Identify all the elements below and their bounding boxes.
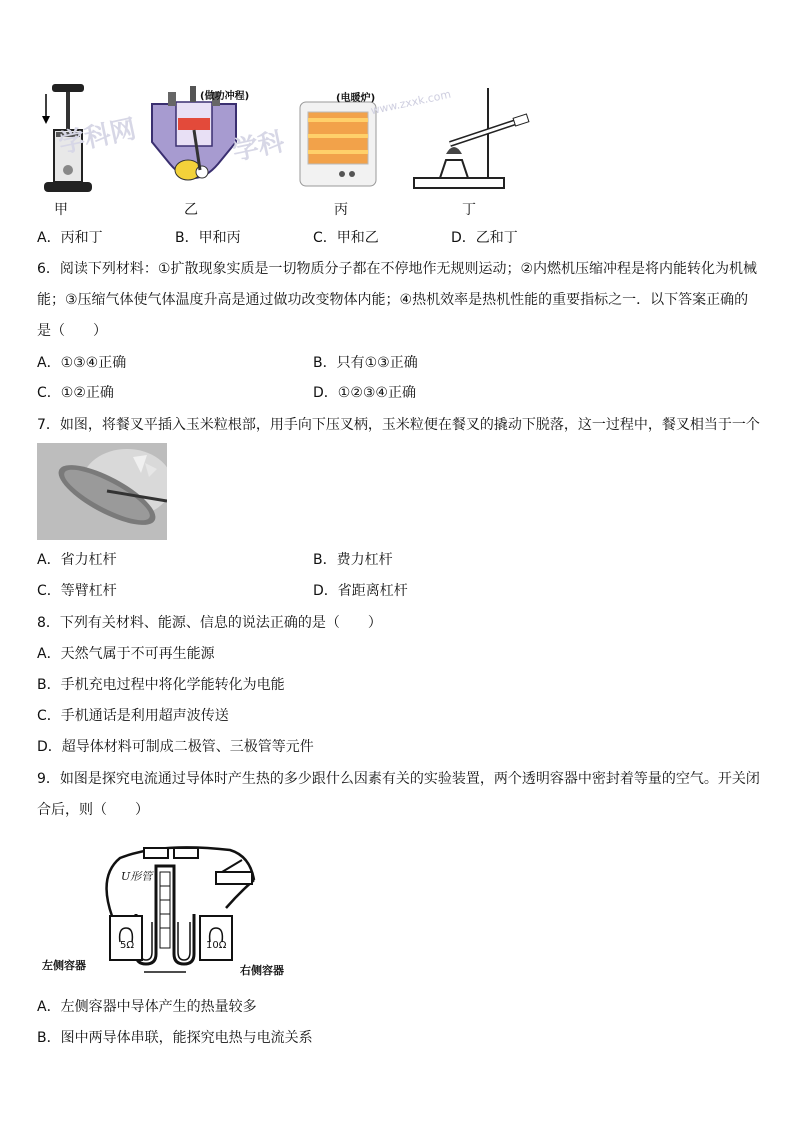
q5-option-c: C．甲和乙 [313,230,379,246]
q7-stem-line1: 7．如图，将餐叉平插入玉米粒根部，用手向下压叉柄，玉米粒便在餐叉的撬动下脱落，这一过程中，餐叉相当于一个 [37,417,760,433]
q8-option-b: B．手机充电过程中将化学能转化为电能 [37,677,285,693]
figure-label-ding: 丁 [462,202,476,218]
q8-stem-line1: 8．下列有关材料、能源、信息的说法正确的是（ ） [37,615,382,631]
q7-option-a: A．省力杠杆 [37,552,117,568]
watermark: www.zxxk.com [369,87,453,118]
figure-label-left-container: 左侧容器 [42,959,86,972]
q6-stem-line3: 是（ ） [37,323,107,339]
figure-label-yi: 乙 [184,202,198,218]
figure-label-resistor-left: 5Ω [120,940,135,951]
q6-option-d: D．①②③④正确 [313,385,416,401]
q9-stem-line2: 合后，则（ ） [37,802,149,818]
figure-caption-heater: (电暖炉) [336,93,376,104]
q6-stem-line1: 6．阅读下列材料：①扩散现象实质是一切物质分子都在不停地作无规则运动；②内燃机压缩冲程是将内能转化为机械 [37,261,758,277]
figure-caption-engine: (做功冲程) [200,91,250,102]
figure-label-u-tube: U形管 [121,870,153,883]
q6-option-a: A．①③④正确 [37,355,127,371]
q6-option-b: B．只有①③正确 [313,355,418,371]
watermark: 学科 [229,126,288,168]
q8-option-c: C．手机通话是利用超声波传送 [37,708,229,724]
figure-corn-fork-photo [37,443,167,540]
figure-bing-heater [298,100,378,188]
q8-option-d: D．超导体材料可制成二极管、三极管等元件 [37,739,314,755]
q9-stem-line1: 9．如图是探究电流通过导体时产生热的多少跟什么因素有关的实验装置，两个透明容器中密封着等量的空气。开关闭 [37,771,760,787]
q5-option-a: A．丙和丁 [37,230,103,246]
q7-option-d: D．省距离杠杆 [313,583,408,599]
q5-option-d: D．乙和丁 [451,230,518,246]
figure-label-jia: 甲 [54,202,68,218]
q8-option-a: A．天然气属于不可再生能源 [37,646,215,662]
q7-option-b: B．费力杠杆 [313,552,393,568]
figure-label-bing: 丙 [334,202,348,218]
figure-label-resistor-right: 10Ω [206,940,227,951]
q6-stem-line2: 能；③压缩气体使气体温度升高是通过做功改变物体内能；④热机效率是热机性能的重要指标之一．以下答案正确的 [37,292,749,308]
figure-label-right-container: 右侧容器 [240,964,284,977]
q9-option-b: B．图中两导体串联，能探究电热与电流关系 [37,1030,313,1046]
q9-option-a: A．左侧容器中导体产生的热量较多 [37,999,257,1015]
q7-option-c: C．等臂杠杆 [37,583,117,599]
watermark: 学科网 [56,114,139,160]
q6-option-c: C．①②正确 [37,385,114,401]
q5-option-b: B．甲和丙 [175,230,241,246]
